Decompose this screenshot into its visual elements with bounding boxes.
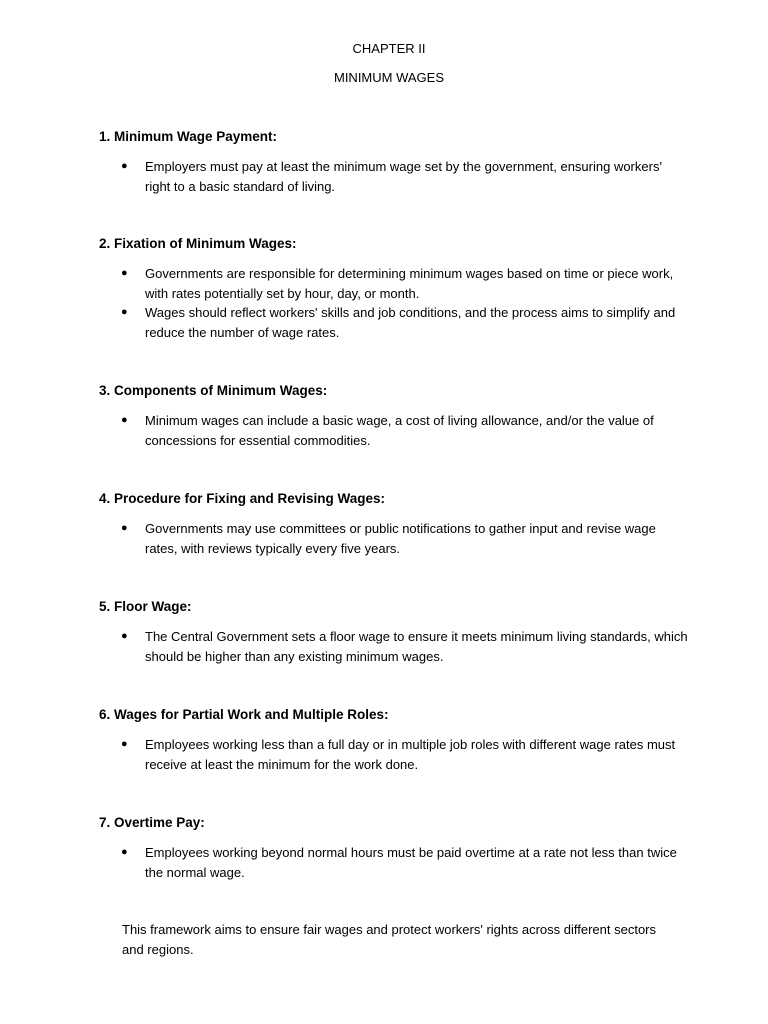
list-item: [99, 735, 689, 774]
closing-paragraph: This framework aims to ensure fair wages and protect workers' rights across different sectors and regions.: [122, 922, 657, 957]
list-item-text: Wages should reflect workers' skills and job conditions, and the process aims to simplify and reduce the number of wage rates.: [145, 305, 676, 340]
section-list-overtime-pay: [99, 843, 689, 882]
list-item: [99, 519, 689, 558]
list-item: [99, 627, 689, 666]
list-item-text: Governments may use committees or public notifications to gather input and revise wage rates, with reviews typically every five years.: [145, 521, 656, 556]
bullet-icon: ●: [121, 414, 128, 426]
section-heading-fixation-of-minimum-wages: 2. Fixation of Minimum Wages:: [99, 236, 297, 251]
bullet-icon: ●: [121, 738, 128, 750]
list-item-text: Governments are responsible for determining minimum wages based on time or piece work, with rates potentially set by hour, day, or month.: [145, 266, 674, 301]
section-list-procedure-for-fixing-and-revising-wages: [99, 519, 689, 558]
section-list-wages-for-partial-work-and-multiple-roles: [99, 735, 689, 774]
list-item-text: Minimum wages can include a basic wage, a cost of living allowance, and/or the value of concessions for essential commodities.: [145, 413, 654, 448]
section-list-floor-wage: [99, 627, 689, 666]
section-heading-floor-wage: 5. Floor Wage:: [99, 599, 192, 614]
bullet-icon: ●: [121, 846, 128, 858]
list-item-text: Employees working beyond normal hours must be paid overtime at a rate not less than twice the normal wage.: [145, 845, 677, 880]
bullet-icon: ●: [121, 267, 128, 279]
list-item-text: Employers must pay at least the minimum wage set by the government, ensuring workers' right to a basic standard of living.: [145, 159, 662, 194]
list-item: [99, 157, 689, 196]
section-heading-components-of-minimum-wages: 3. Components of Minimum Wages:: [99, 383, 328, 398]
chapter-number: CHAPTER II: [352, 41, 426, 56]
list-item-text: The Central Government sets a floor wage to ensure it meets minimum living standards, which should be higher than any existing minimum wages.: [145, 629, 688, 664]
section-heading-wages-for-partial-work-and-multiple-roles: 6. Wages for Partial Work and Multiple Roles:: [99, 707, 389, 722]
section-list-fixation-of-minimum-wages: [99, 264, 689, 342]
list-item: [99, 411, 689, 450]
list-item: [99, 264, 689, 303]
section-heading-minimum-wage-payment: 1. Minimum Wage Payment:: [99, 129, 278, 144]
list-item-text: Employees working less than a full day or in multiple job roles with different wage rates must receive at least the minimum for the work done.: [145, 737, 676, 772]
list-item: [99, 843, 689, 882]
bullet-icon: ●: [121, 630, 128, 642]
bullet-icon: ●: [121, 522, 128, 534]
section-heading-procedure-for-fixing-and-revising-wages: 4. Procedure for Fixing and Revising Wages:: [99, 491, 386, 506]
section-list-minimum-wage-payment: [99, 157, 689, 196]
section-list-components-of-minimum-wages: [99, 411, 689, 450]
list-item: [99, 303, 689, 342]
bullet-icon: ●: [121, 160, 128, 172]
bullet-icon: ●: [121, 306, 128, 318]
section-heading-overtime-pay: 7. Overtime Pay:: [99, 815, 205, 830]
chapter-title: MINIMUM WAGES: [333, 70, 444, 85]
